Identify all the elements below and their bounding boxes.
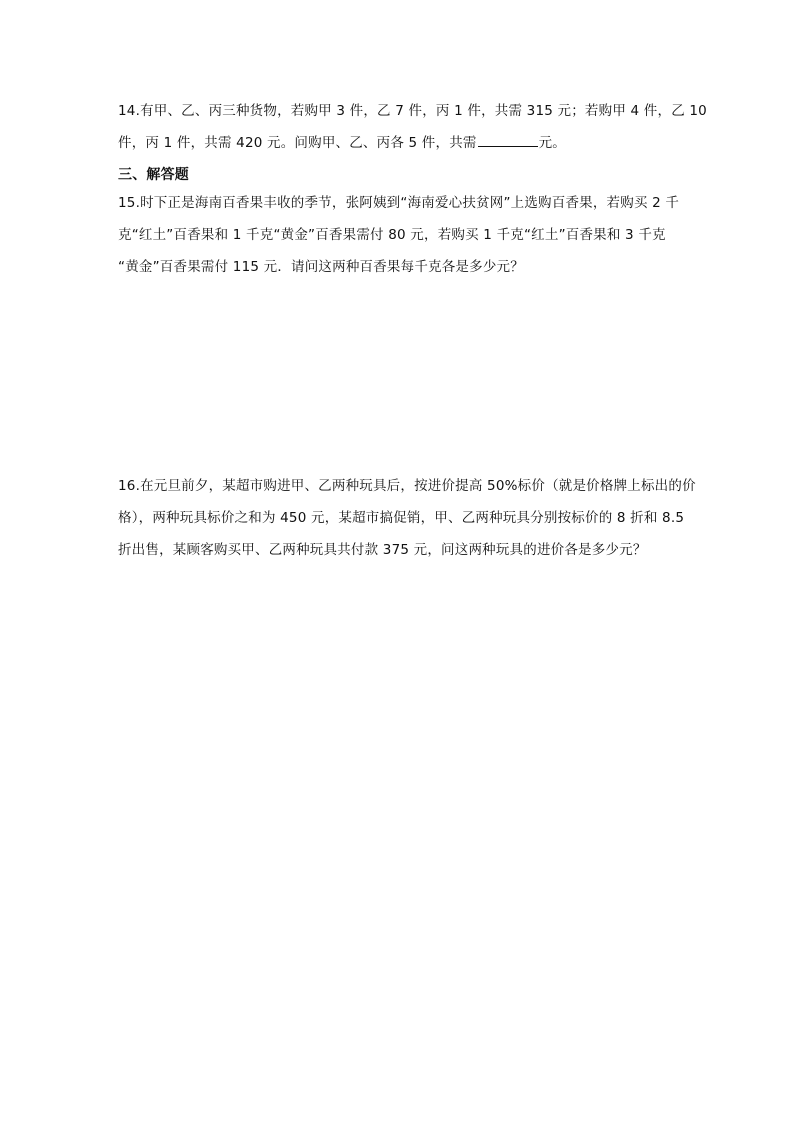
question-16-line-3: 折出售，某顾客购买甲、乙两种玩具共付款 375 元，问这两种玩具的进价各是多少元？: [118, 542, 647, 558]
question-15: [118, 187, 703, 283]
question-14-line-2-text: 件，丙 1 件，共需 420 元。问购甲、乙、丙各 5 件，共需: [118, 135, 477, 151]
question-16-line-1: 16.在元旦前夕，某超市购进甲、乙两种玩具后，按进价提高 50%标价（就是价格牌上标出的价: [118, 478, 696, 494]
answer-blank: [478, 132, 538, 147]
question-16: [118, 470, 703, 566]
question-14: [118, 95, 707, 159]
question-15-line-1: 15.时下正是海南百香果丰收的季节，张阿姨到“海南爱心扶贫网”上选购百香果，若购买 2 千: [118, 195, 680, 211]
question-15-line-2: 克“红土”百香果和 1 千克“黄金”百香果需付 80 元，若购买 1 千克“红土”百香果和 3 千克: [118, 227, 666, 243]
question-15-line-3: “黄金”百香果需付 115 元．请问这两种百香果每千克各是多少元？: [118, 259, 524, 275]
question-14-line-2: [118, 127, 703, 159]
section-title: 三、解答题: [118, 167, 189, 183]
question-16-line-2: 格），两种玩具标价之和为 450 元，某超市搞促销，甲、乙两种玩具分别按标价的 8 折和 8.5: [118, 510, 685, 526]
question-14-line-1: 14.有甲、乙、丙三种货物，若购甲 3 件，乙 7 件，丙 1 件，共需 315 元；若购甲 4 件，乙 10: [118, 103, 707, 119]
question-14-line-2-end: 元。: [538, 135, 566, 151]
